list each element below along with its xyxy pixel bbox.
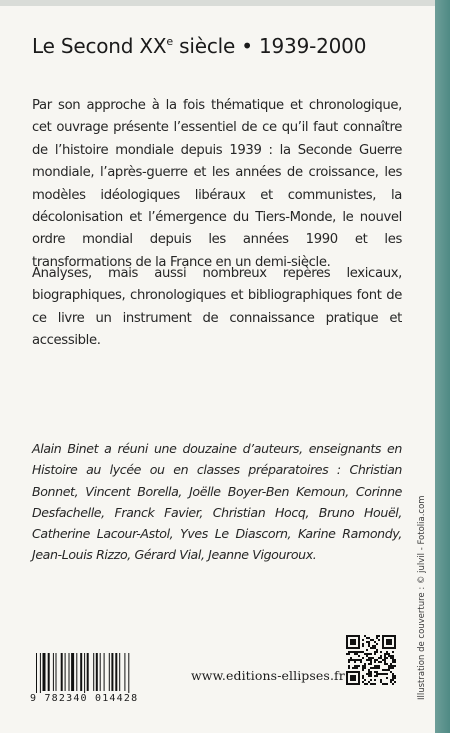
title-rest: siècle • 1939-2000 — [173, 34, 367, 58]
title-superscript: e — [166, 35, 173, 48]
title-main: Le Second XX — [32, 34, 167, 58]
qr-code-icon — [346, 635, 396, 685]
spine-strip — [435, 0, 450, 733]
publisher-website: www.editions-ellipses.fr — [191, 668, 345, 683]
top-band — [0, 0, 435, 6]
description-paragraph-2: Analyses, mais aussi nombreux repères lexicaux, biographiques, chronologiques et bibliographiques font de ce livre un instrument de connaissance pratique et accessible. — [32, 266, 402, 349]
description-paragraph-1: Par son approche à la fois thématique et chronologique, cet ouvrage présente l’essentiel de ce qu’il faut connaître de l’histoire mondiale depuis 1939 : la Seconde Guerre mondiale, l’après-guerre et les années de croissance, les modèles idéologiques libéraux et communistes, la décolonisation et l’émergence du Tiers-Monde, le nouvel ordre mondial depuis les années 1990 et les transformations de la France en un demi-siècle. — [32, 98, 402, 270]
illustration-credit: Illustration de couverture : © julvil - Fotolia.com — [417, 495, 427, 700]
isbn-digits: 9 782340 014428 — [30, 693, 180, 704]
book-title — [32, 34, 412, 58]
authors-paragraph: Alain Binet a réuni une douzaine d’auteurs, enseignants en Histoire au lycée ou en classes préparatoires : Christian Bonnet, Vincent Borella, Joëlle Boyer-Ben Kemoun, Corinne Desfachelle, Franck Favier, Christian Hocq, Bruno Houël, Catherine Lacour-Astol, Yves Le Diascorn, Karine Ramondy, Jean-Louis Rizzo, Gérard Vial, Jeanne Vigouroux. — [32, 441, 402, 563]
